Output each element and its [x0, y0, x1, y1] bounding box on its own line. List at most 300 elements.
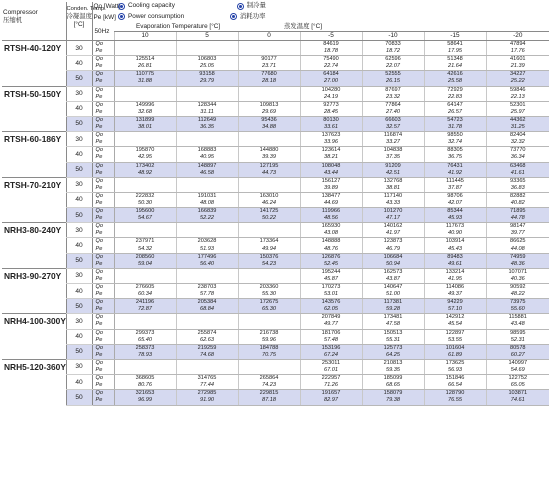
qo-value: 94229 [424, 299, 486, 307]
pe-value [176, 139, 238, 147]
qo-value [176, 314, 238, 322]
pe-value: 45.93 [424, 215, 486, 223]
qo-value: 104838 [362, 147, 424, 155]
cond-temp-value: 40 [66, 329, 92, 344]
qo-row-label: Qo [92, 192, 114, 200]
qo-value: 237971 [114, 238, 176, 246]
qo-value: 132768 [362, 177, 424, 185]
qo-value [176, 41, 238, 49]
pe-value [114, 48, 176, 56]
pe-row-label: Pe [92, 276, 114, 284]
qo-value: 195244 [300, 268, 362, 276]
qo-value: 128790 [424, 390, 486, 398]
pe-value: 36.75 [424, 154, 486, 162]
freq-label: 50Hz [92, 23, 114, 41]
qo-value: 314765 [176, 375, 238, 383]
qo-value: 44362 [486, 116, 549, 124]
qo-value: 84619 [300, 41, 362, 49]
qo-value: 116874 [362, 132, 424, 140]
qo-row-label: Qo [92, 238, 114, 246]
pe-value: 24.19 [300, 94, 362, 102]
pe-row-label: Pe [92, 246, 114, 254]
pe-value: 46.58 [176, 170, 238, 178]
pe-value: 25.05 [176, 63, 238, 71]
pe-value: 28.18 [238, 78, 300, 86]
pe-value [238, 185, 300, 193]
qo-value: 86625 [486, 238, 549, 246]
pe-value: 32.32 [486, 139, 549, 147]
pe-value: 96.99 [114, 397, 176, 405]
pe-value: 31.11 [176, 109, 238, 117]
pe-value: 52.45 [300, 261, 362, 269]
qo-row-label: Qo [92, 56, 114, 64]
table-row [2, 375, 549, 383]
pe-row-label: Pe [92, 109, 114, 117]
qo-value: 222832 [114, 192, 176, 200]
qo-value: 208560 [114, 253, 176, 261]
qo-value: 203628 [176, 238, 238, 246]
qo-value: 151846 [424, 375, 486, 383]
pe-value [176, 48, 238, 56]
pe-value: 54.69 [486, 367, 549, 375]
qo-unit: Qo [Watt] [92, 2, 114, 13]
qo-value: 168883 [176, 147, 238, 155]
pe-value: 49.61 [424, 261, 486, 269]
qo-value: 85344 [424, 208, 486, 216]
pe-value: 26.57 [424, 109, 486, 117]
pe-value [114, 94, 176, 102]
pe-row-label: Pe [92, 48, 114, 56]
qo-value: 95436 [238, 116, 300, 124]
table-row [2, 147, 549, 155]
legend-power-en: Power consumption [128, 12, 185, 20]
pe-value: 70.75 [238, 352, 300, 360]
cond-header-spacer [66, 32, 92, 41]
qo-value [114, 41, 176, 49]
cond-temp-value: 30 [66, 359, 92, 374]
compressor-header-spacer [2, 32, 66, 41]
qo-value: 98706 [424, 192, 486, 200]
pe-row-label: Pe [92, 124, 114, 132]
legend-power-cn: 消耗功率 [239, 12, 266, 20]
qo-value: 229815 [238, 390, 300, 398]
qo-value: 58641 [424, 41, 486, 49]
pe-value: 26.15 [362, 78, 424, 86]
qo-value: 54723 [424, 116, 486, 124]
pe-value: 43.87 [362, 276, 424, 284]
pe-row-label: Pe [92, 200, 114, 208]
cond-temp-value: 50 [66, 344, 92, 359]
pe-value: 39.77 [486, 230, 549, 238]
qo-value: 41601 [486, 56, 549, 64]
table-row [2, 116, 549, 124]
table-row [2, 86, 549, 94]
pe-value: 21.39 [486, 63, 549, 71]
qo-value: 138477 [300, 192, 362, 200]
pe-value: 91.90 [176, 397, 238, 405]
qo-value: 144880 [238, 147, 300, 155]
qo-value: 63468 [486, 162, 549, 170]
qo-row-label: Qo [92, 253, 114, 261]
pe-value: 43.48 [486, 321, 549, 329]
qo-row-label: Qo [92, 284, 114, 292]
pe-value: 74.61 [486, 397, 549, 405]
pe-value: 54.23 [238, 261, 300, 269]
pe-value [238, 321, 300, 329]
compressor-header-cn: 压缩机 [3, 16, 23, 24]
pe-value: 40.82 [486, 200, 549, 208]
pe-value [114, 139, 176, 147]
pe-value: 40.95 [176, 154, 238, 162]
table-row [2, 238, 549, 246]
pe-value: 76.55 [424, 397, 486, 405]
performance-body [2, 41, 549, 406]
qo-value: 111445 [424, 177, 486, 185]
power-bullet-icon [118, 13, 125, 20]
pe-unit: Pe [kW] [92, 13, 114, 24]
qo-value: 117140 [362, 192, 424, 200]
pe-value: 42.07 [424, 200, 486, 208]
pe-value: 60.34 [114, 291, 176, 299]
qo-value: 64147 [424, 101, 486, 109]
pe-value: 41.97 [362, 230, 424, 238]
qo-row-label: Qo [92, 390, 114, 398]
cond-temp-value: 40 [66, 284, 92, 299]
pe-value: 68.65 [362, 382, 424, 390]
qo-value: 87697 [362, 86, 424, 94]
qo-value: 62596 [362, 56, 424, 64]
model-name: NRH4-100-300Y [2, 314, 66, 360]
legend-power-cn-group [230, 13, 266, 21]
qo-value: 125514 [114, 56, 176, 64]
pe-value: 57.78 [176, 291, 238, 299]
pe-value: 59.28 [362, 306, 424, 314]
pe-value: 31.78 [424, 124, 486, 132]
pe-value: 38.81 [362, 185, 424, 193]
pe-row-label: Pe [92, 139, 114, 147]
evap-temp-header: -10 [362, 32, 424, 41]
pe-value: 48.92 [114, 170, 176, 178]
qo-value [114, 268, 176, 276]
pe-value: 40.36 [486, 276, 549, 284]
table-row [2, 253, 549, 261]
pe-value: 74.68 [176, 352, 238, 360]
pe-value: 87.18 [238, 397, 300, 405]
qo-value: 195600 [114, 208, 176, 216]
legend-cooling-en: Cooling capacity [128, 2, 175, 9]
pe-value: 45.87 [300, 276, 362, 284]
cond-temp-value: 40 [66, 147, 92, 162]
qo-value [176, 268, 238, 276]
qo-value: 166839 [176, 208, 238, 216]
pe-value: 59.04 [114, 261, 176, 269]
qo-value: 66603 [362, 116, 424, 124]
qo-value: 101604 [424, 344, 486, 352]
qo-value [114, 177, 176, 185]
cond-temp-header-en: Conden. Temp [66, 5, 105, 12]
pe-value: 31.88 [114, 78, 176, 86]
pe-value: 40.90 [424, 230, 486, 238]
pe-value: 37.87 [424, 185, 486, 193]
qo-value: 272985 [176, 390, 238, 398]
qo-value: 148888 [300, 238, 362, 246]
evap-title-en: Evaporation Temperature [°C] [136, 23, 221, 30]
pe-value: 79.38 [362, 397, 424, 405]
pe-value: 21.64 [424, 63, 486, 71]
evap-temp-header: -20 [486, 32, 549, 41]
qo-value: 181706 [300, 329, 362, 337]
pe-value: 59.35 [362, 367, 424, 375]
qo-value: 299373 [114, 329, 176, 337]
qo-value [238, 359, 300, 367]
pe-value: 50.30 [114, 200, 176, 208]
pe-value [114, 230, 176, 238]
pe-value: 57.48 [300, 337, 362, 345]
qo-value [176, 177, 238, 185]
qo-value: 238703 [176, 284, 238, 292]
qo-value: 191031 [176, 192, 238, 200]
pe-value: 38.01 [114, 124, 176, 132]
qo-value: 91209 [362, 162, 424, 170]
qo-value: 114086 [424, 284, 486, 292]
qo-value: 119966 [300, 208, 362, 216]
cond-temp-value: 30 [66, 223, 92, 238]
cond-temp-value: 50 [66, 208, 92, 223]
qo-value: 219259 [176, 344, 238, 352]
pe-value: 43.44 [300, 170, 362, 178]
qo-value: 42616 [424, 71, 486, 79]
pe-value: 44.78 [486, 215, 549, 223]
pe-value: 51.93 [176, 246, 238, 254]
qo-value [114, 223, 176, 231]
pe-value: 32.57 [362, 124, 424, 132]
cond-temp-value: 30 [66, 314, 92, 329]
qo-value: 153196 [300, 344, 362, 352]
pe-value: 41.95 [424, 276, 486, 284]
model-name: RTSH-40-120Y [2, 41, 66, 87]
qo-value [176, 86, 238, 94]
pe-value: 27.40 [362, 109, 424, 117]
pe-value: 80.76 [114, 382, 176, 390]
cond-temp-value: 40 [66, 238, 92, 253]
pe-value: 48.56 [300, 215, 362, 223]
pe-value: 53.55 [424, 337, 486, 345]
qo-value [238, 41, 300, 49]
pe-row-label: Pe [92, 291, 114, 299]
pe-value: 47.17 [362, 215, 424, 223]
table-row [2, 344, 549, 352]
qo-row-label: Qo [92, 314, 114, 322]
pe-value: 65.30 [238, 306, 300, 314]
pe-value: 59.96 [238, 337, 300, 345]
qo-value [238, 223, 300, 231]
qo-row-label: Qo [92, 116, 114, 124]
pe-value: 44.73 [238, 170, 300, 178]
qo-row-label: Qo [92, 223, 114, 231]
pe-value: 29.79 [176, 78, 238, 86]
qo-value: 98595 [486, 329, 549, 337]
evap-title [114, 23, 549, 32]
qo-value: 70833 [362, 41, 424, 49]
qo-row-label: Qo [92, 177, 114, 185]
model-name: RTSH-70-210Y [2, 177, 66, 223]
qo-value: 90177 [238, 56, 300, 64]
evap-temp-header: -5 [300, 32, 362, 41]
qo-value [114, 314, 176, 322]
qo-value: 103914 [424, 238, 486, 246]
qo-value: 75490 [300, 56, 362, 64]
qo-row-label: Qo [92, 344, 114, 352]
qo-value: 258373 [114, 344, 176, 352]
model-name: NRH3-80-240Y [2, 223, 66, 269]
table-row [2, 268, 549, 276]
qo-value: 80578 [486, 344, 549, 352]
pe-value: 74.23 [238, 382, 300, 390]
pe-value: 33.96 [300, 139, 362, 147]
qo-value [238, 86, 300, 94]
qo-value: 115881 [486, 314, 549, 322]
legend-row-2 [114, 13, 549, 24]
pe-value: 34.88 [238, 124, 300, 132]
qo-value: 207849 [300, 314, 362, 322]
qo-value: 122897 [424, 329, 486, 337]
table-row [2, 101, 549, 109]
legend-cooling [118, 2, 175, 10]
pe-value: 36.34 [486, 154, 549, 162]
pe-value: 22.13 [486, 94, 549, 102]
qo-value: 172675 [238, 299, 300, 307]
pe-row-label: Pe [92, 397, 114, 405]
qo-value: 140647 [362, 284, 424, 292]
table-row [2, 390, 549, 398]
legend-cooling-cn-group [237, 2, 266, 10]
pe-value: 49.37 [424, 291, 486, 299]
table-row [2, 359, 549, 367]
qo-row-label: Qo [92, 101, 114, 109]
pe-value [238, 139, 300, 147]
pe-value: 55.31 [362, 337, 424, 345]
pe-value [238, 48, 300, 56]
pe-value: 26.81 [114, 63, 176, 71]
table-row [2, 284, 549, 292]
qo-value: 140162 [362, 223, 424, 231]
qo-value: 107071 [486, 268, 549, 276]
qo-value: 170273 [300, 284, 362, 292]
pe-value: 39.89 [300, 185, 362, 193]
qo-value: 173364 [238, 238, 300, 246]
qo-value: 173625 [424, 359, 486, 367]
table-row [2, 223, 549, 231]
pe-value: 48.22 [486, 291, 549, 299]
pe-value: 41.61 [486, 170, 549, 178]
pe-row-label: Pe [92, 382, 114, 390]
pe-value: 45.54 [424, 321, 486, 329]
pe-value: 77.44 [176, 382, 238, 390]
qo-row-label: Qo [92, 299, 114, 307]
cond-temp-value: 50 [66, 390, 92, 405]
qo-value: 216738 [238, 329, 300, 337]
pe-row-label: Pe [92, 154, 114, 162]
qo-value: 93365 [486, 177, 549, 185]
model-name: NRH5-120-360Y [2, 359, 66, 405]
qo-value: 72929 [424, 86, 486, 94]
pe-value: 36.83 [486, 185, 549, 193]
qo-value: 108048 [300, 162, 362, 170]
performance-table-wrapper [2, 2, 549, 406]
evap-temp-header: 10 [114, 32, 176, 41]
pe-value: 33.27 [362, 139, 424, 147]
qo-row-label: Qo [92, 71, 114, 79]
pe-value: 41.92 [424, 170, 486, 178]
qo-value: 140997 [486, 359, 549, 367]
pe-value [176, 367, 238, 375]
pe-value: 44.08 [486, 246, 549, 254]
cond-temp-value: 30 [66, 177, 92, 192]
pe-value: 17.95 [424, 48, 486, 56]
pe-row-label: Pe [92, 321, 114, 329]
pe-value: 27.00 [300, 78, 362, 86]
table-row [2, 177, 549, 185]
qo-value: 142912 [424, 314, 486, 322]
qo-value: 74959 [486, 253, 549, 261]
table-row [2, 71, 549, 79]
pe-value: 51.00 [362, 291, 424, 299]
cond-temp-header-unit: [°C] [73, 20, 85, 28]
qo-value: 133214 [424, 268, 486, 276]
cond-temp-value: 40 [66, 192, 92, 207]
pe-value: 62.63 [176, 337, 238, 345]
pe-value [176, 230, 238, 238]
pe-value: 42.51 [362, 170, 424, 178]
pe-value: 48.36 [486, 261, 549, 269]
qo-value: 158079 [362, 390, 424, 398]
pe-value [176, 321, 238, 329]
table-row [2, 314, 549, 322]
qo-value: 51348 [424, 56, 486, 64]
pe-value: 67.24 [300, 352, 362, 360]
pe-value [114, 321, 176, 329]
evap-temp-header: 5 [176, 32, 238, 41]
pe-value: 65.05 [486, 382, 549, 390]
qo-value: 205384 [176, 299, 238, 307]
pe-value: 56.93 [424, 367, 486, 375]
qo-value: 122752 [486, 375, 549, 383]
pe-value: 55.60 [486, 306, 549, 314]
pe-value: 28.45 [300, 109, 362, 117]
table-row [2, 208, 549, 216]
pe-value: 22.74 [300, 63, 362, 71]
pe-value [238, 367, 300, 375]
qo-value: 106684 [362, 253, 424, 261]
pe-value: 55.30 [238, 291, 300, 299]
qo-value: 77864 [362, 101, 424, 109]
model-name: RTSH-50-150Y [2, 86, 66, 132]
cond-temp-value: 30 [66, 86, 92, 101]
pe-value [114, 276, 176, 284]
pe-value: 71.26 [300, 382, 362, 390]
qo-value: 321653 [114, 390, 176, 398]
qo-value [176, 223, 238, 231]
qo-value: 149996 [114, 101, 176, 109]
pe-value: 52.22 [176, 215, 238, 223]
evap-title-cn: 蒸发温度 [°C] [283, 23, 322, 30]
qo-value: 71895 [486, 208, 549, 216]
qo-value [238, 177, 300, 185]
qo-value: 148897 [176, 162, 238, 170]
qo-value: 141725 [238, 208, 300, 216]
qo-value: 64184 [300, 71, 362, 79]
qo-value: 128344 [176, 101, 238, 109]
